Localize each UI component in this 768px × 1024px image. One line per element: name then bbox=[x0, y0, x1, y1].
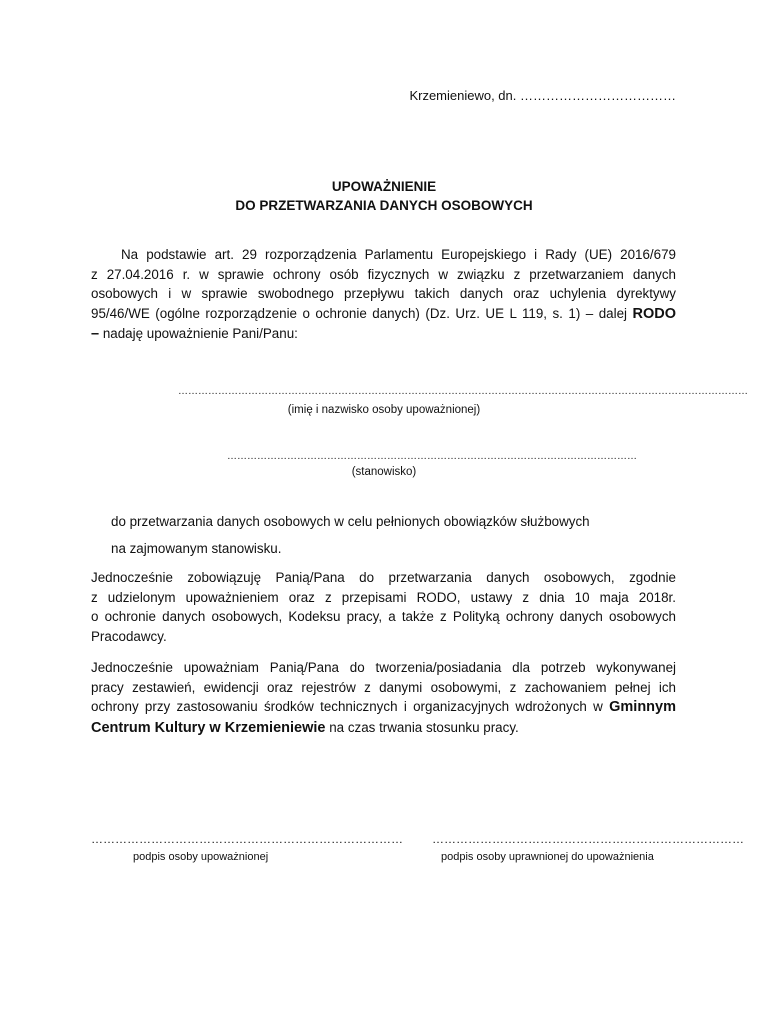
authorization-line-text: ochrony przy zastosowaniu środków technicznych i organizacyjnych wdrożonych w bbox=[91, 699, 603, 714]
signature-line-right: …………………………………………………………………… bbox=[432, 832, 744, 846]
name-fill-line: ……………………………………………………………………………………………………………………………………………………… bbox=[178, 386, 748, 397]
authorization-line: Jednocześnie upoważniam Panią/Pana do tworzenia/posiadania dla potrzeb wykonywanej bbox=[91, 660, 676, 675]
obligation-line: o ochronie danych osobowych, Kodeksu pracy, a także z Polityką ochrony danych osobowych bbox=[91, 609, 676, 624]
authorization-line bbox=[91, 697, 676, 718]
purpose-line: do przetwarzania danych osobowych w celu pełnionych obowiązków służbowych bbox=[111, 514, 590, 529]
intro-line: Na podstawie art. 29 rozporządzenia Parlamentu Europejskiego i Rady (UE) 2016/679 bbox=[121, 247, 676, 262]
document-subtitle: DO PRZETWARZANIA DANYCH OSOBOWYCH bbox=[235, 198, 533, 213]
institution-name: Gminnym bbox=[609, 699, 676, 715]
document-title: UPOWAŻNIENIE bbox=[331, 179, 437, 194]
authorization-paragraph bbox=[91, 658, 676, 738]
intro-paragraph bbox=[91, 245, 676, 345]
dash-bold: – bbox=[91, 326, 100, 342]
position-caption: (stanowisko) bbox=[351, 466, 417, 478]
obligation-line: Pracodawcy. bbox=[91, 628, 167, 644]
intro-line-text: nadaję upoważnienie Pani/Panu: bbox=[102, 326, 298, 341]
intro-line bbox=[91, 304, 676, 325]
intro-line-text: 95/46/WE (ogólne rozporządzenie o ochronie danych) (Dz. Urz. UE L 119, s. 1) – dalej bbox=[91, 305, 627, 321]
obligation-paragraph bbox=[91, 568, 676, 646]
obligation-line: Jednocześnie zobowiązuję Panią/Pana do przetwarzania danych osobowych, zgodnie bbox=[91, 570, 676, 585]
intro-line: osobowych i w sprawie swobodnego przepływu takich danych oraz uchylenia dyrektywy bbox=[91, 286, 676, 301]
intro-line bbox=[91, 324, 676, 345]
signature-caption-right: podpis osoby uprawnionej do upoważnienia bbox=[441, 851, 654, 863]
signature-caption-left: podpis osoby upoważnionej bbox=[133, 851, 269, 863]
purpose-line: na zajmowanym stanowisku. bbox=[111, 541, 282, 556]
name-caption: (imię i nazwisko osoby upoważnionej) bbox=[287, 404, 481, 416]
authorization-line: pracy zestawień, ewidencji oraz rejestrów z danymi osobowymi, z zachowaniem pełnej ich bbox=[91, 679, 676, 695]
place-date-line: Krzemieniewo, dn. ……………………………… bbox=[409, 88, 676, 103]
authorization-line-text: na czas trwania stosunku pracy. bbox=[329, 719, 519, 735]
signature-line-left: …………………………………………………………………… bbox=[91, 832, 403, 846]
position-fill-line: …………………………………………………………………………………………………………… bbox=[227, 451, 637, 462]
intro-line: z 27.04.2016 r. w sprawie ochrony osób fizycznych w związku z przetwarzaniem danych bbox=[91, 266, 676, 282]
obligation-line: z udzielonym upoważnieniem oraz z przepisami RODO, ustawy z dnia 10 maja 2018r. bbox=[91, 589, 676, 605]
institution-name: Centrum Kultury w Krzemieniewie bbox=[91, 719, 326, 736]
rodo-abbrev: RODO bbox=[632, 305, 676, 322]
authorization-line bbox=[91, 718, 676, 739]
